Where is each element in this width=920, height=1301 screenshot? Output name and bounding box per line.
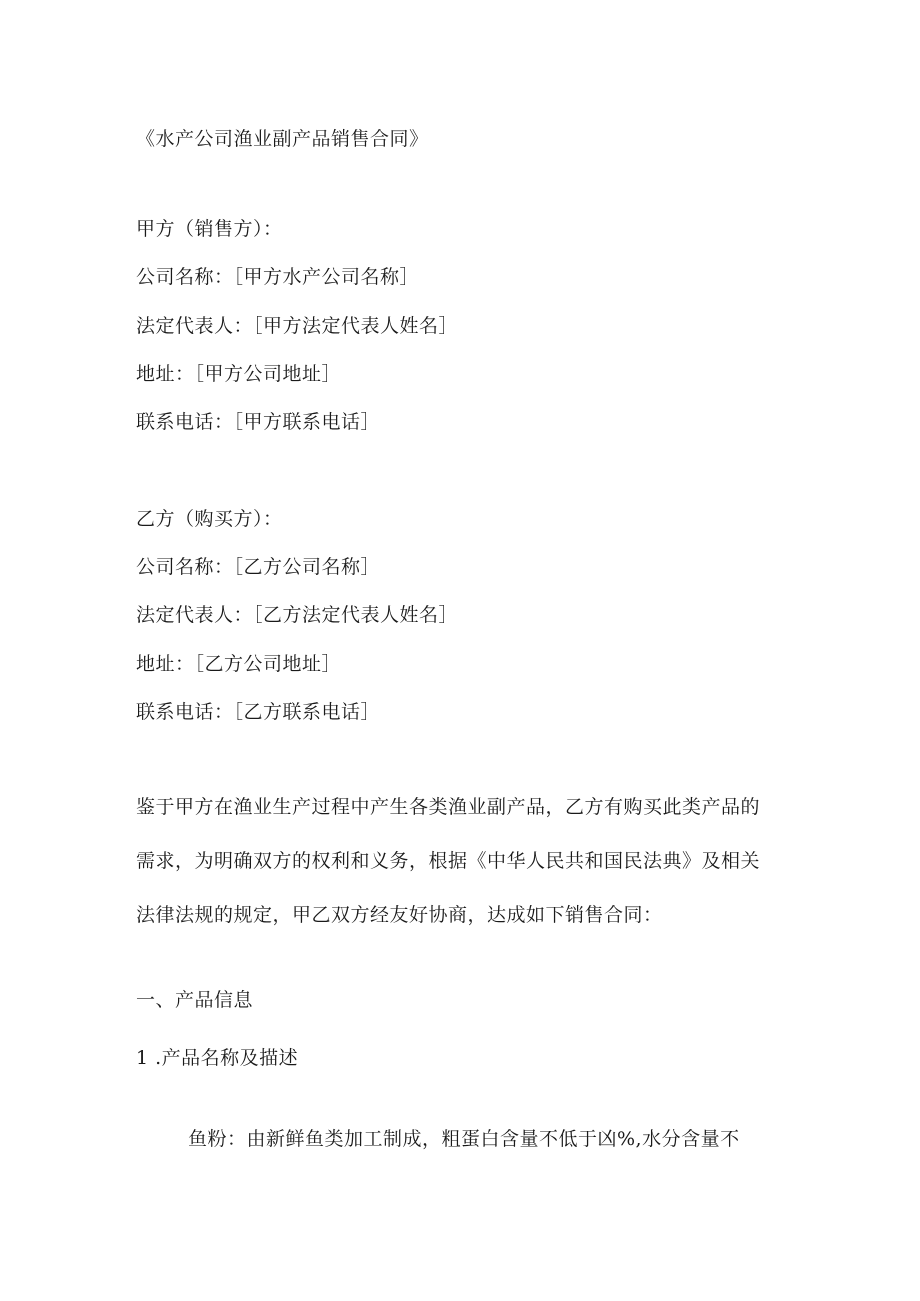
party-b-address: 地址：［乙方公司地址］ xyxy=(136,653,342,675)
party-a-company: 公司名称：［甲方水产公司名称］ xyxy=(136,266,420,288)
fishmeal-description: 鱼粉：由新鲜鱼类加工制成，粗蛋白含量不低于凶%,水分含量不 xyxy=(188,1128,740,1150)
preamble-line: 需求，为明确双方的权利和义务，根据《中华人民共和国民法典》及相关 xyxy=(136,850,761,872)
preamble-paragraph xyxy=(136,795,786,957)
party-b-phone: 联系电话：［乙方联系电话］ xyxy=(136,701,381,723)
party-a-heading: 甲方（销售方）： xyxy=(136,218,283,240)
subsection-1-heading: 1 .产品名称及描述 xyxy=(136,1047,299,1069)
preamble-line: 法律法规的规定，甲乙双方经友好协商，达成如下销售合同： xyxy=(136,904,663,926)
preamble-line: 鉴于甲方在渔业生产过程中产生各类渔业副产品，乙方有购买此类产品的 xyxy=(136,796,761,818)
party-a-legal-rep: 法定代表人：［甲方法定代表人姓名］ xyxy=(136,315,459,337)
party-a-address: 地址：［甲方公司地址］ xyxy=(136,363,342,385)
contract-title: 《水产公司渔业副产品销售合同》 xyxy=(136,128,429,150)
party-a-phone: 联系电话：［甲方联系电话］ xyxy=(136,411,381,433)
party-b-heading: 乙方（购买方）： xyxy=(136,508,283,530)
party-b-legal-rep: 法定代表人：［乙方法定代表人姓名］ xyxy=(136,604,459,626)
party-b-company: 公司名称：［乙方公司名称］ xyxy=(136,556,381,578)
section-1-heading: 一、产品信息 xyxy=(136,989,254,1011)
